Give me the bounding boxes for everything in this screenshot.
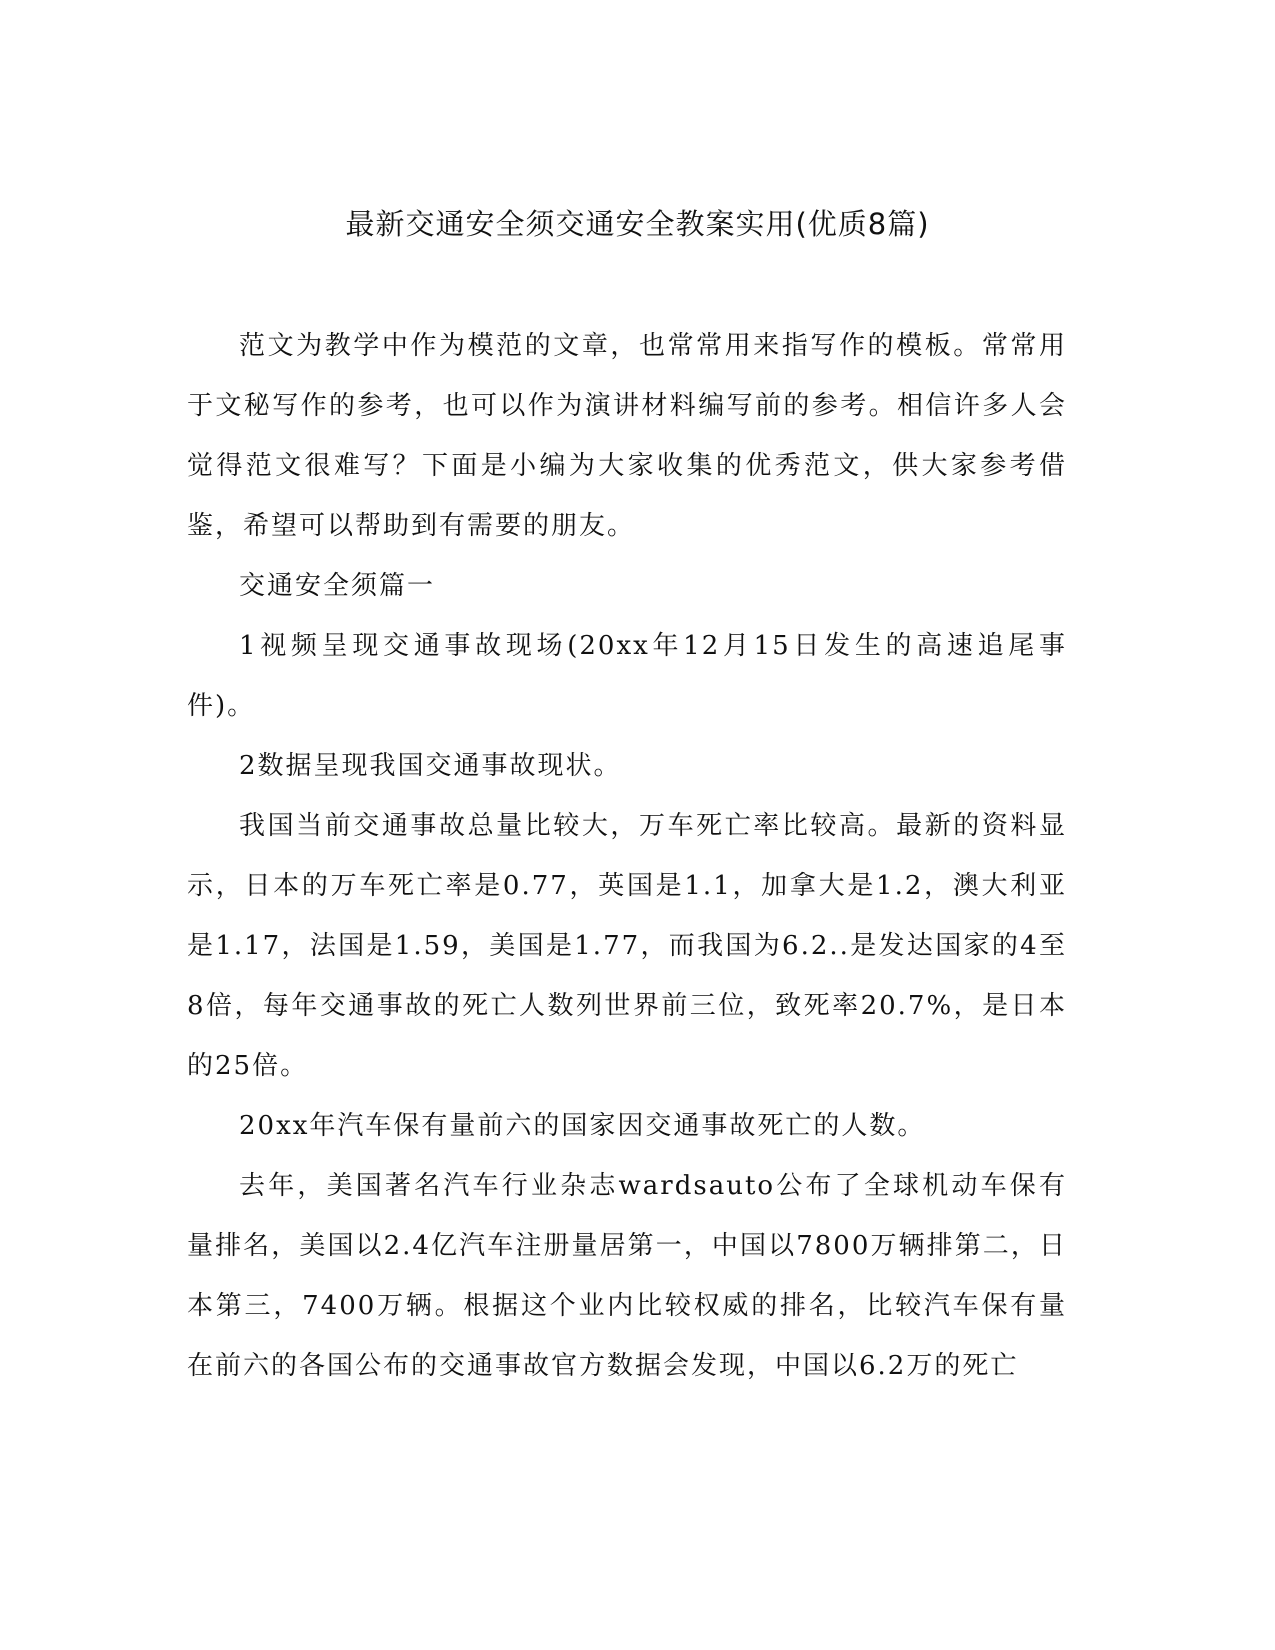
- paragraph-data: 2数据呈现我国交通事故现状。: [239, 751, 622, 781]
- paragraph-ranking: 去年，美国著名汽车行业杂志wardsauto公布了全球机动车保有量排名，美国以2.4亿汽车注册量居第一，中国以7800万辆排第二，日本第三，7400万辆。根据这个业内比较权威的排名，比较汽车保有量在前六的各国公布的交通事故官方数据会发现，中国以6.2万的死亡: [187, 1171, 1067, 1381]
- paragraph-intro: 范文为教学中作为模范的文章，也常常用来指写作的模板。常常用于文秘写作的参考，也可以作为演讲材料编写前的参考。相信许多人会觉得范文很难写？下面是小编为大家收集的优秀范文，供大家参考借鉴，希望可以帮助到有需要的朋友。: [187, 331, 1067, 541]
- document-body: [187, 316, 1067, 1396]
- paragraph-ranking-heading: 20xx年汽车保有量前六的国家因交通事故死亡的人数。: [239, 1111, 926, 1141]
- paragraph-video: 1视频呈现交通事故现场(20xx年12月15日发生的高速追尾事件)。: [187, 631, 1067, 721]
- section-heading: 交通安全须篇一: [239, 571, 436, 601]
- document-title: 最新交通安全须交通安全教案实用(优质8篇): [345, 207, 930, 241]
- paragraph-statistics: 我国当前交通事故总量比较大，万车死亡率比较高。最新的资料显示，日本的万车死亡率是0.77，英国是1.1，加拿大是1.2，澳大利亚是1.17，法国是1.59，美国是1.77，而我国为6.2..是发达国家的4至8倍，每年交通事故的死亡人数列世界前三位，致死率20.7%，是日本的25倍。: [187, 811, 1067, 1081]
